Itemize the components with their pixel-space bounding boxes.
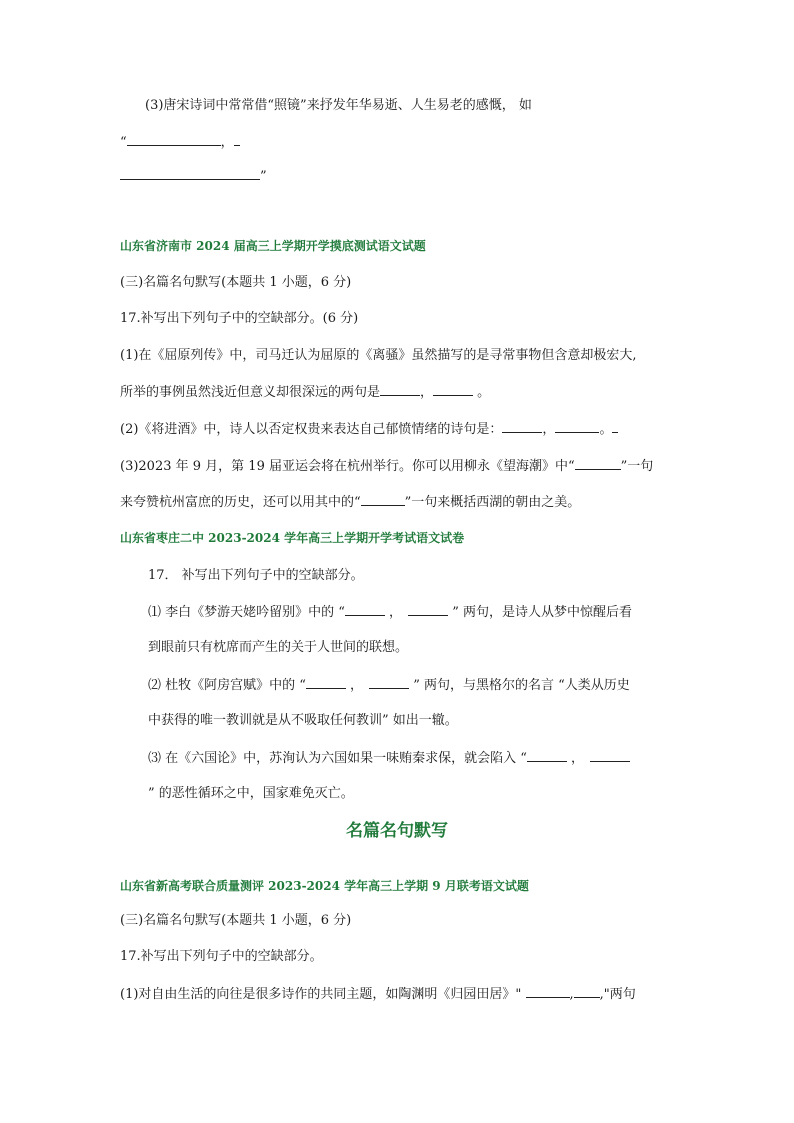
comma: ， (566, 751, 585, 766)
question-17: 17.补写出下列句子中的空缺部分。 (120, 949, 323, 964)
answer-blank[interactable] (127, 134, 221, 146)
exam-header-zaozhuang: 山东省枣庄二中 2023-2024 学年高三上学期开学考试语文试卷 (120, 531, 465, 545)
comma: ， (384, 605, 403, 620)
question-text: 来夸赞杭州富庶的历史，还可以用其中的“ (120, 495, 361, 510)
question-3-line-2: ” 的恶性循环之中，国家难免灭亡。 (148, 786, 354, 801)
answer-blank[interactable] (502, 421, 542, 433)
question-1-line-2 (120, 384, 490, 401)
comma: ， (420, 385, 434, 400)
question-text: ⑵ 杜牧《阿房宫赋》中的 “ (148, 678, 306, 693)
question-3-text: (3)唐宋诗词中常常借“照镜”来抒发年华易逝、人生易老的感慨， 如 (145, 98, 532, 113)
answer-blank (612, 421, 618, 433)
question-text: ” 两句，是诗人从梦中惊醒后看 (448, 605, 632, 620)
question-1-line-1: (1)在《屈原列传》中，司马迁认为屈原的《离骚》虽然描写的是寻常事物但含意却极宏大, (120, 348, 637, 363)
answer-line-2 (120, 168, 267, 185)
answer-blank[interactable] (433, 384, 473, 396)
answer-blank[interactable] (575, 458, 621, 470)
answer-line-1 (120, 134, 240, 151)
question-text: ⑴ 李白《梦游天姥吟留别》中的 “ (148, 605, 345, 620)
exam-header-joint: 山东省新高考联合质量测评 2023-2024 学年高三上学期 9 月联考语文试题 (120, 879, 529, 893)
question-text: (3)2023 年 9 月，第 19 届亚运会将在杭州举行。你可以用柳永《望海潮》中“ (120, 459, 575, 474)
section-heading: (三)名篇名句默写(本题共 1 小题，6 分) (120, 275, 352, 290)
open-quote: “ (120, 135, 127, 150)
question-text: ⑶ 在《六国论》中，苏洵认为六国如果一味贿秦求保，就会陷入 “ (148, 751, 527, 766)
answer-blank[interactable] (120, 168, 260, 180)
answer-blank[interactable] (408, 604, 448, 616)
answer-blank[interactable] (380, 384, 420, 396)
answer-blank[interactable] (574, 986, 600, 998)
question-3-line-1 (120, 458, 653, 475)
question-text: 所举的事例虽然浅近但意义却很深远的两句是 (120, 385, 381, 400)
question-17: 17． 补写出下列句子中的空缺部分。 (148, 568, 364, 583)
answer-blank[interactable] (590, 750, 630, 762)
question-text: ”一句来概括西湖的朝由之美。 (404, 495, 581, 510)
question-17: 17.补写出下列句子中的空缺部分。(6 分) (120, 311, 359, 326)
answer-blank[interactable] (361, 494, 405, 506)
section-heading: (三)名篇名句默写(本题共 1 小题，6 分) (120, 913, 352, 928)
answer-blank[interactable] (306, 677, 346, 689)
question-text: ”一句 (620, 459, 654, 474)
comma: ， (542, 422, 556, 437)
close-quote: ” (260, 169, 267, 184)
question-1-line-1 (120, 986, 636, 1003)
question-text: ” 两句，与黑格尔的名言 “人类从历史 (409, 678, 630, 693)
period: 。 (599, 422, 613, 437)
question-text: (1)对自由生活的向往是很多诗作的共同主题，如陶渊明《归园田居》" (120, 987, 526, 1002)
comma: ， (345, 678, 364, 693)
period: 。 (473, 385, 491, 400)
question-3-line-1 (148, 750, 630, 767)
exam-header-jinan: 山东省济南市 2024 届高三上学期开学摸底测试语文试题 (120, 239, 426, 253)
answer-blank[interactable] (345, 604, 385, 616)
page-title: 名篇名句默写 (346, 821, 448, 841)
question-2-line-2: 中获得的唯一教训就是从不吸取任何教训” 如出一辙。 (148, 713, 458, 728)
answer-blank[interactable] (527, 750, 567, 762)
question-2 (120, 421, 618, 438)
question-3-line-2 (120, 494, 580, 511)
comma: , (569, 987, 574, 1002)
question-text: (2)《将进酒》中，诗人以否定权贵来表达自己郁愤情绪的诗句是： (120, 422, 503, 437)
question-text: ,"两句 (599, 987, 636, 1002)
question-1-line-1 (148, 604, 632, 621)
answer-blank[interactable] (234, 134, 240, 146)
question-1-line-2: 到眼前只有枕席而产生的关于人世间的联想。 (148, 640, 409, 655)
comma: ， (220, 135, 234, 150)
answer-blank[interactable] (526, 986, 570, 998)
question-2-line-1 (148, 677, 630, 694)
answer-blank[interactable] (555, 421, 599, 433)
answer-blank[interactable] (369, 677, 409, 689)
